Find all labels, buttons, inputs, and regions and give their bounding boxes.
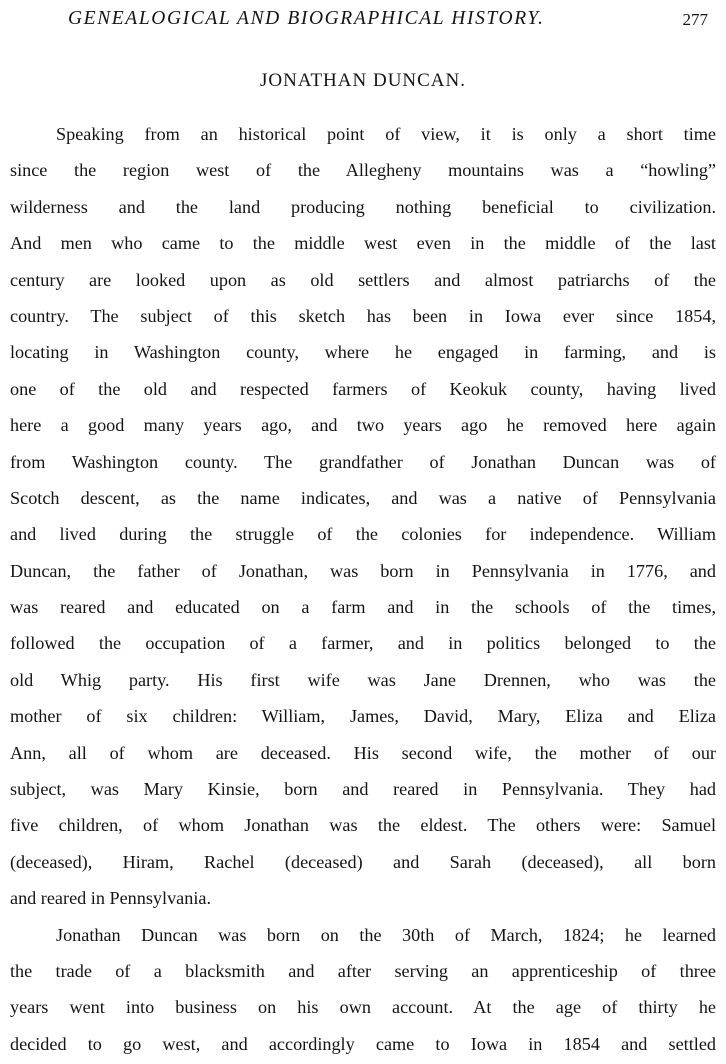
text-line: the trade of a blacksmith and after serving an apprenticeship of three bbox=[10, 960, 716, 981]
text-line: was reared and educated on a farm and in the schools of the times, bbox=[10, 597, 716, 618]
text-line: country. The subject of this sketch has been in Iowa ever since 1854, bbox=[10, 305, 716, 326]
text-line: wilderness and the land producing nothing beneficial to civilization. bbox=[10, 196, 716, 217]
page-number: 277 bbox=[682, 10, 708, 29]
running-header-title: GENEALOGICAL AND BIOGRAPHICAL HISTORY. bbox=[68, 8, 545, 29]
text-line: (deceased), Hiram, Rachel (deceased) and Sarah (deceased), all born bbox=[10, 851, 716, 872]
text-line: Jonathan Duncan was born on the 30th of March, 1824; he learned bbox=[56, 924, 716, 945]
text-line: from Washington county. The grandfather of Jonathan Duncan was of bbox=[10, 451, 716, 472]
text-line: years went into business on his own account. At the age of thirty he bbox=[10, 997, 716, 1018]
article-body bbox=[10, 116, 716, 1062]
text-line: and lived during the struggle of the colonies for independence. William bbox=[10, 524, 716, 545]
running-header bbox=[0, 6, 726, 36]
article-title: JONATHAN DUNCAN. bbox=[260, 70, 466, 91]
text-line: followed the occupation of a farmer, and in politics belonged to the bbox=[10, 633, 716, 654]
text-line: subject, was Mary Kinsie, born and reared in Pennsylvania. They had bbox=[10, 779, 716, 800]
text-line: Speaking from an historical point of view, it is only a short time bbox=[56, 124, 716, 144]
text-line: one of the old and respected farmers of Keokuk county, having lived bbox=[10, 378, 716, 399]
text-line: locating in Washington county, where he engaged in farming, and is bbox=[10, 342, 716, 363]
text-line: five children, of whom Jonathan was the eldest. The others were: Samuel bbox=[10, 815, 716, 836]
text-line: old Whig party. His first wife was Jane Drennen, who was the bbox=[10, 669, 716, 690]
text-line: and reared in Pennsylvania. bbox=[10, 888, 212, 909]
text-line: Ann, all of whom are deceased. His second wife, the mother of our bbox=[10, 742, 716, 763]
text-line: century are looked upon as old settlers and almost patriarchs of the bbox=[10, 269, 716, 290]
text-line: And men who came to the middle west even in the middle of the last bbox=[10, 233, 716, 254]
text-line: Scotch descent, as the name indicates, and was a native of Pennsylvania bbox=[10, 487, 716, 508]
text-line: decided to go west, and accordingly came to Iowa in 1854 and settled bbox=[10, 1033, 716, 1054]
text-line: mother of six children: William, James, David, Mary, Eliza and Eliza bbox=[10, 706, 716, 727]
text-line: Duncan, the father of Jonathan, was born in Pennsylvania in 1776, and bbox=[10, 560, 716, 581]
text-line: here a good many years ago, and two years ago he removed here again bbox=[10, 415, 716, 436]
text-line: since the region west of the Allegheny mountains was a “howling” bbox=[10, 160, 716, 181]
